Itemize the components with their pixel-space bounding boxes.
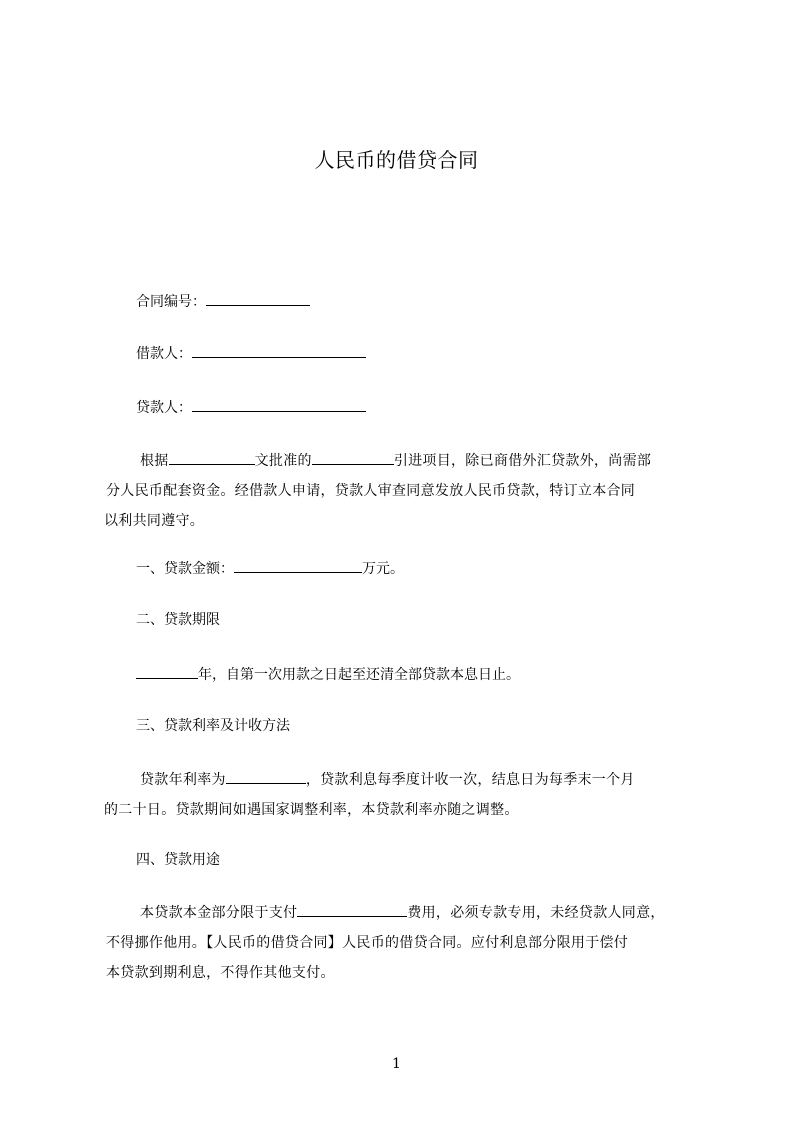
lender-blank <box>192 397 366 412</box>
section2-heading: 二、贷款期限 <box>136 612 220 628</box>
intro-paragraph <box>104 446 704 536</box>
approval-doc-blank <box>169 450 255 465</box>
intro-line-2: 分人民币配套资金。经借款人申请，贷款人审查同意发放人民币贷款，特订立本合同 <box>106 483 636 499</box>
section4-line-1: 本贷款本金部分限于支付 费用，必须专款专用，未经贷款人同意， <box>104 898 704 928</box>
section4-paragraph <box>104 898 704 988</box>
section1-amount: 一、贷款金额： 万元。 <box>136 558 404 579</box>
section2-term: 年，自第一次用款之日起至还清全部贷款本息日止。 <box>136 664 520 685</box>
project-name-blank <box>312 450 394 465</box>
contract-number-line <box>136 291 310 312</box>
section4-line-3: 本贷款到期利息，不得作其他支付。 <box>106 965 335 981</box>
section3-line-1: 贷款年利率为 ，贷款利息每季度计收一次，结息日为每季末一个月 <box>104 765 704 795</box>
intro-line-1: 根据 文批准的 引进项目，除已商借外汇贷款外，尚需部 <box>104 446 704 476</box>
intro-line-3: 以利共同遵守。 <box>104 513 205 529</box>
section3-heading: 三、贷款利率及计收方法 <box>136 718 290 734</box>
section3-line-2: 的二十日。贷款期间如遇国家调整利率，本贷款利率亦随之调整。 <box>104 802 519 818</box>
amount-blank <box>234 558 362 573</box>
purpose-blank <box>297 902 407 917</box>
lender-line <box>136 397 366 418</box>
contract-number-blank <box>206 291 310 306</box>
borrower-blank <box>192 343 366 358</box>
page-number: 1 <box>392 1056 401 1072</box>
document-title: 人民币的借贷合同 <box>314 148 479 172</box>
section4-line-2: 不得挪作他用。【人民币的借贷合同】人民币的借贷合同。应付利息部分限用于偿付 <box>106 935 629 951</box>
lender-label: 贷款人： <box>136 400 192 416</box>
borrower-label: 借款人： <box>136 346 192 362</box>
contract-number-label: 合同编号： <box>136 294 206 310</box>
section4-heading: 四、贷款用途 <box>136 852 220 868</box>
section3-paragraph <box>104 765 704 825</box>
interest-rate-blank <box>226 769 306 784</box>
term-years-blank <box>136 664 198 679</box>
borrower-line <box>136 343 366 364</box>
